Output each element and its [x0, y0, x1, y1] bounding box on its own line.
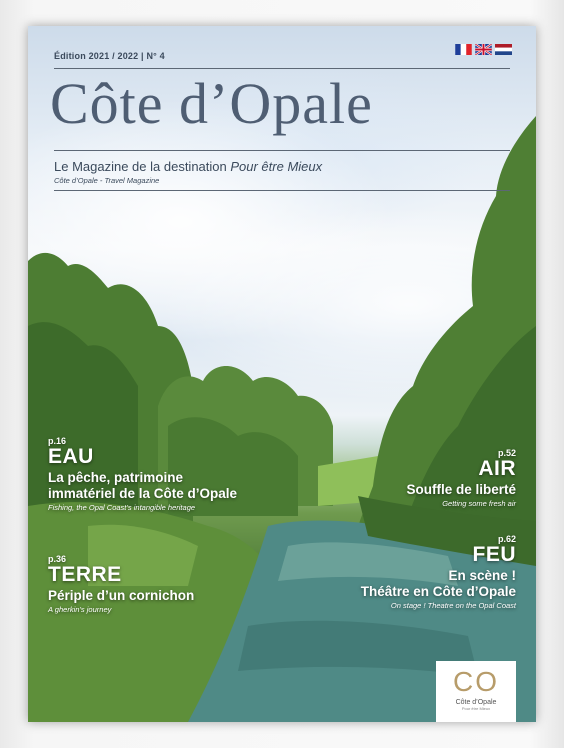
feature-english: On stage ! Theatre on the Opal Coast: [390, 601, 516, 610]
tagline-emphasis: Pour être Mieux: [230, 159, 323, 174]
feature-feu[interactable]: [361, 534, 516, 610]
feature-terre[interactable]: [48, 554, 194, 614]
feature-title: En scène ! Théâtre en Côte d’Opale: [360, 568, 516, 599]
magazine-cover: [28, 26, 536, 722]
bottom-rule: [54, 190, 510, 191]
tagline: [54, 159, 322, 174]
subtagline: Côte d’Opale - Travel Magazine: [54, 176, 160, 185]
france-flag-icon[interactable]: [455, 44, 472, 55]
logo-tagline: Pour être Mieux: [461, 706, 491, 711]
feature-section: EAU: [48, 445, 94, 468]
feature-page: p.16: [48, 436, 67, 446]
feature-section: TERRE: [48, 563, 122, 586]
feature-page: p.36: [48, 554, 67, 564]
feature-english: Getting some fresh air: [442, 499, 516, 508]
feature-title: Périple d’un cornichon: [48, 588, 195, 603]
top-rule: [54, 68, 510, 69]
feature-section: FEU: [472, 543, 516, 566]
feature-eau[interactable]: [48, 436, 237, 512]
middle-rule: [54, 150, 510, 151]
uk-flag-icon[interactable]: [475, 44, 492, 55]
tagline-prefix: Le Magazine de la destination: [54, 159, 231, 174]
feature-section: AIR: [478, 457, 516, 480]
feature-air[interactable]: [406, 448, 516, 508]
feature-page: p.62: [497, 534, 516, 544]
feature-page: p.52: [497, 448, 516, 458]
language-flags: [455, 44, 512, 55]
feature-english: Fishing, the Opal Coast’s intangible heritage: [48, 503, 196, 512]
logo-name: Côte d’Opale: [455, 699, 497, 706]
netherlands-flag-icon[interactable]: [495, 44, 512, 55]
edition-label: Édition 2021 / 2022 | N° 4: [54, 51, 165, 61]
feature-english: A gherkin’s journey: [48, 605, 112, 614]
feature-title: La pêche, patrimoine immatériel de la Côte d’Opale: [48, 470, 238, 501]
feature-title: Souffle de liberté: [406, 482, 516, 497]
cote-dopale-logo: [436, 661, 516, 722]
magazine-title: Côte d’Opale: [50, 71, 373, 136]
logo-mark: CO: [453, 666, 499, 697]
